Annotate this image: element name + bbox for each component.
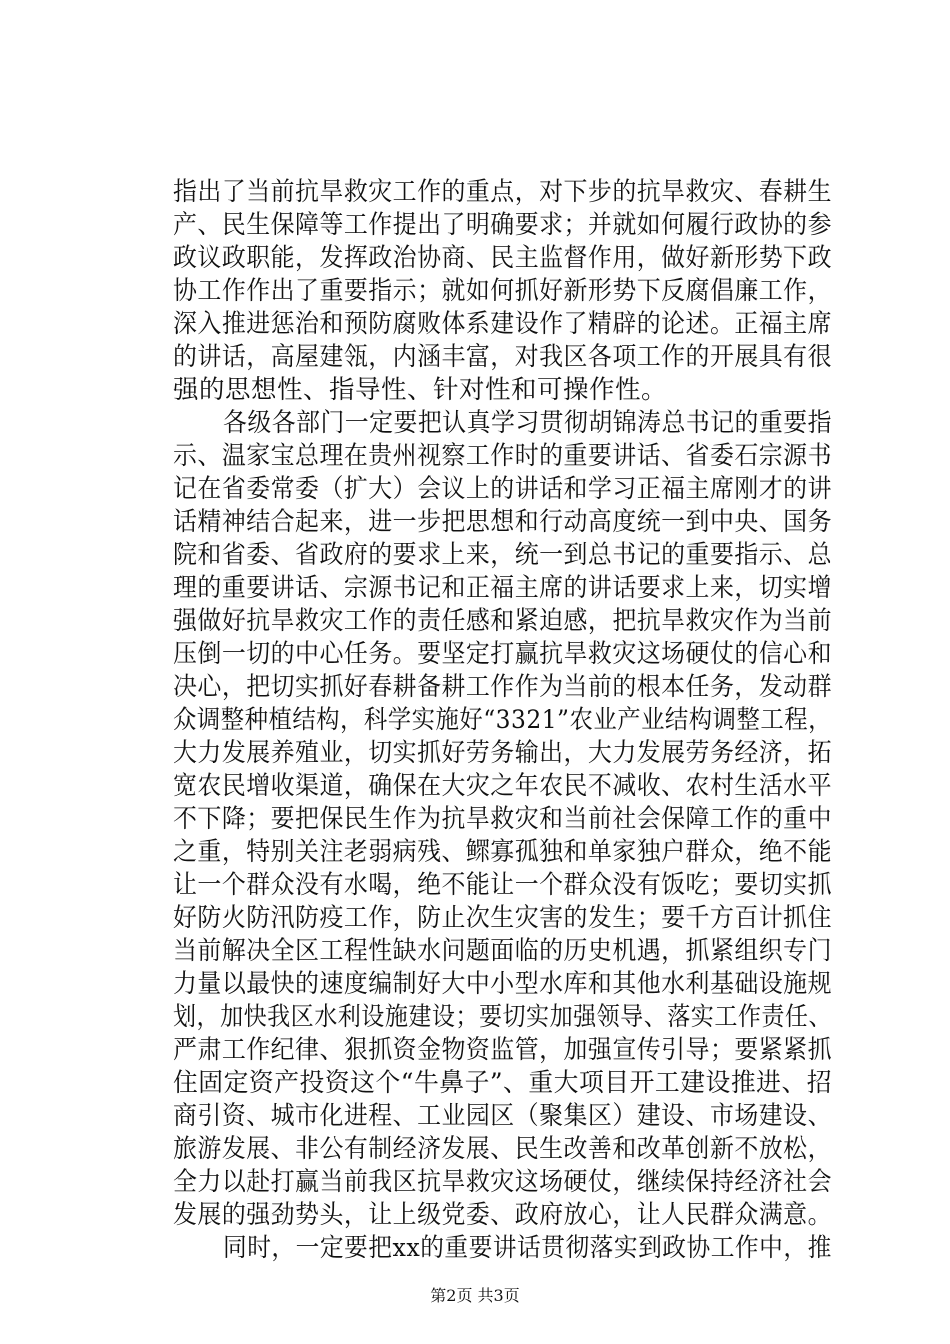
page-number-footer: 第2页 共3页 bbox=[430, 1286, 520, 1305]
text-line: 全力以赴打赢当前我区抗旱救灾这场硬仗，继续保持经济社会 bbox=[173, 1167, 833, 1197]
text-line: 决心，把切实抓好春耕备耕工作作为当前的根本任务，发动群 bbox=[173, 672, 833, 702]
text-line: 产、民生保障等工作提出了明确要求；并就如何履行政协的参 bbox=[173, 210, 833, 240]
text-line: 众调整种植结构，科学实施好“3321”农业产业结构调整工程， bbox=[173, 705, 832, 735]
text-line: 旅游发展、非公有制经济发展、民生改善和改革创新不放松， bbox=[173, 1134, 833, 1164]
text-line: 大力发展养殖业，切实抓好劳务输出，大力发展劳务经济，拓 bbox=[173, 738, 833, 768]
text-line: 不下降；要把保民生作为抗旱救灾和当前社会保障工作的重中 bbox=[173, 804, 833, 834]
text-line: 商引资、城市化进程、工业园区（聚集区）建设、市场建设、 bbox=[173, 1101, 833, 1131]
text-line: 划，加快我区水利设施建设；要切实加强领导、落实工作责任、 bbox=[173, 1002, 833, 1032]
paragraph-first-line: 各级各部门一定要把认真学习贯彻胡锦涛总书记的重要指 bbox=[223, 408, 833, 438]
text-line: 之重，特别关注老弱病残、鳏寡孤独和单家独户群众，绝不能 bbox=[173, 837, 833, 867]
text-line: 话精神结合起来，进一步把思想和行动高度统一到中央、国务 bbox=[173, 507, 833, 537]
text-line: 记在省委常委（扩大）会议上的讲话和学习正福主席刚才的讲 bbox=[173, 474, 833, 504]
text-line: 力量以最快的速度编制好大中小型水库和其他水利基础设施规 bbox=[173, 969, 833, 999]
text-line: 的讲话，高屋建瓴，内涵丰富，对我区各项工作的开展具有很 bbox=[173, 342, 833, 372]
text-line: 压倒一切的中心任务。要坚定打赢抗旱救灾这场硬仗的信心和 bbox=[173, 639, 833, 669]
text-line: 宽农民增收渠道，确保在大灾之年农民不减收、农村生活水平 bbox=[173, 771, 833, 801]
text-line: 院和省委、省政府的要求上来，统一到总书记的重要指示、总 bbox=[173, 540, 833, 570]
text-line: 理的重要讲话、宗源书记和正福主席的讲话要求上来，切实增 bbox=[173, 573, 833, 603]
text-line: 强做好抗旱救灾工作的责任感和紧迫感，把抗旱救灾作为当前 bbox=[173, 606, 833, 636]
text-line: 当前解决全区工程性缺水问题面临的历史机遇，抓紧组织专门 bbox=[173, 936, 833, 966]
text-line: 示、温家宝总理在贵州视察工作时的重要讲话、省委石宗源书 bbox=[173, 441, 833, 471]
text-line: 强的思想性、指导性、针对性和可操作性。 bbox=[173, 375, 668, 405]
text-line: 深入推进惩治和预防腐败体系建设作了精辟的论述。正福主席 bbox=[173, 309, 833, 339]
text-line: 协工作作出了重要指示；就如何抓好新形势下反腐倡廉工作， bbox=[173, 276, 833, 306]
text-line: 发展的强劲势头，让上级党委、政府放心，让人民群众满意。 bbox=[173, 1200, 833, 1230]
text-line: 住固定资产投资这个“牛鼻子”、重大项目开工建设推进、招 bbox=[173, 1068, 833, 1098]
paragraph-first-line: 同时，一定要把xx的重要讲话贯彻落实到政协工作中，推 bbox=[223, 1233, 832, 1263]
text-line: 政议政职能，发挥政治协商、民主监督作用，做好新形势下政 bbox=[173, 243, 833, 273]
text-line: 好防火防汛防疫工作，防止次生灾害的发生；要千方百计抓住 bbox=[173, 903, 833, 933]
text-line: 严肃工作纪律、狠抓资金物资监管，加强宣传引导；要紧紧抓 bbox=[173, 1035, 833, 1065]
text-line: 指出了当前抗旱救灾工作的重点，对下步的抗旱救灾、春耕生 bbox=[173, 177, 833, 207]
text-line: 让一个群众没有水喝，绝不能让一个群众没有饭吃；要切实抓 bbox=[173, 870, 833, 900]
